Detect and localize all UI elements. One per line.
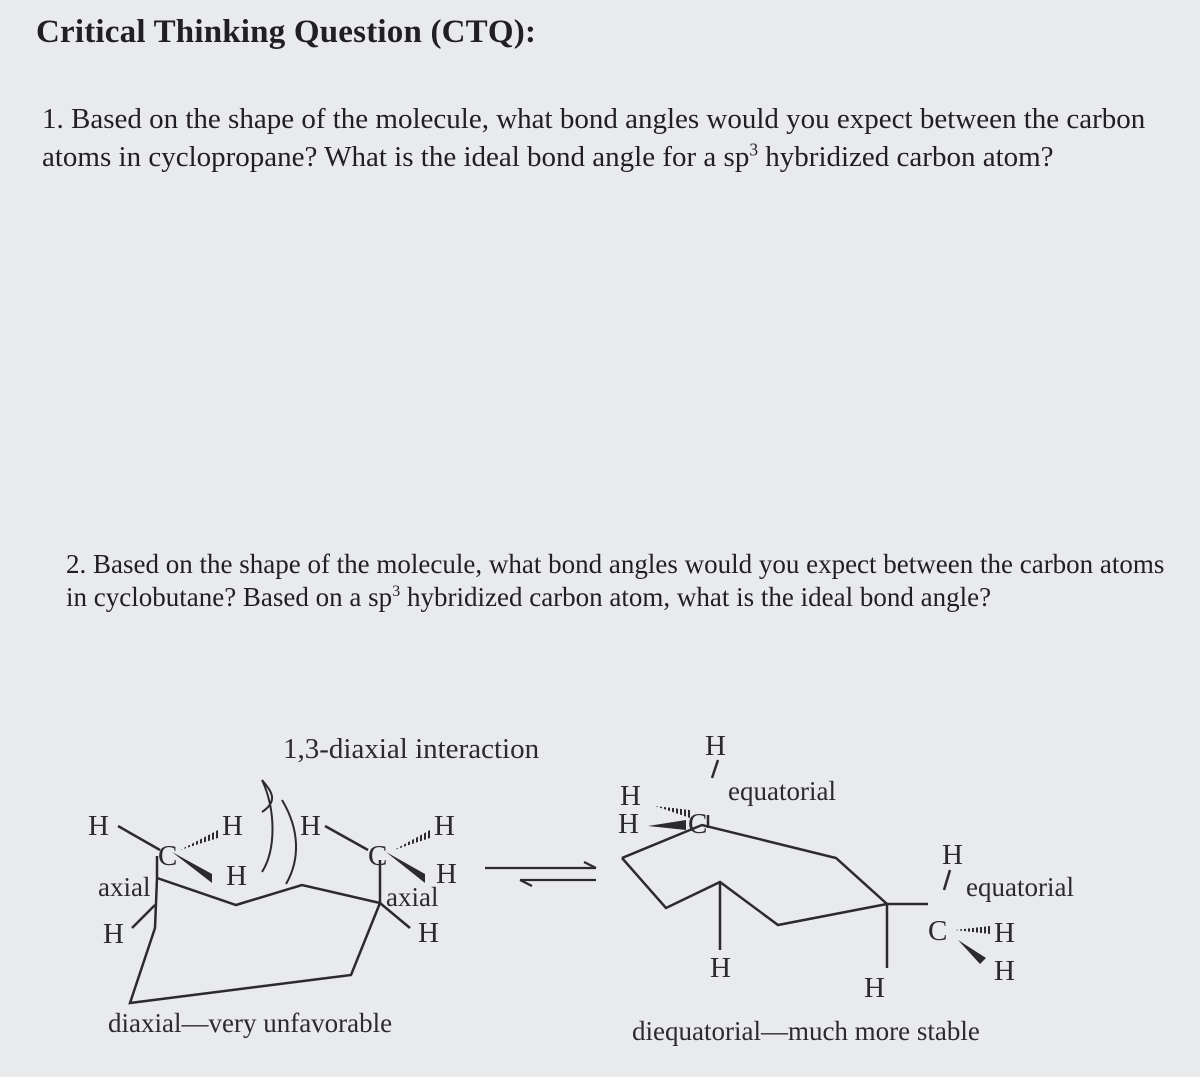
atom-c: C	[368, 840, 388, 872]
hashed-bond	[180, 830, 218, 850]
question-1-superscript: 3	[749, 139, 759, 160]
hashed-bond	[655, 806, 690, 818]
equatorial-label: equatorial	[728, 776, 836, 806]
diaxial-chair-structure	[118, 780, 410, 1003]
atom-c: C	[688, 808, 708, 840]
atom-h: H	[226, 860, 247, 892]
interaction-label: 1,3-diaxial interaction	[283, 733, 540, 765]
atom-h: H	[942, 839, 963, 871]
hashed-bond	[955, 926, 990, 934]
atom-h: H	[88, 810, 109, 842]
bond	[712, 760, 718, 778]
atom-h: H	[994, 955, 1015, 987]
bond	[944, 870, 950, 890]
bond	[118, 826, 160, 850]
bond	[325, 826, 368, 850]
atom-c: C	[928, 915, 948, 947]
cyclohexane-ring-right	[622, 825, 887, 925]
question-2-superscript: 3	[392, 582, 401, 600]
question-1-number: 1.	[42, 103, 64, 135]
bond	[132, 905, 155, 928]
interaction-arc	[262, 780, 273, 872]
section-heading: Critical Thinking Question (CTQ):	[36, 14, 537, 50]
wedge-bond	[386, 852, 425, 883]
atom-h: H	[434, 810, 455, 842]
question-2-text-end: hybridized carbon atom, what is the ideal bond angle?	[400, 582, 992, 612]
caption-diaxial: diaxial—very unfavorable	[108, 1008, 393, 1038]
question-1-text-end: hybridized carbon atom?	[758, 141, 1054, 173]
axial-label: axial	[386, 882, 439, 912]
atom-h: H	[103, 918, 124, 950]
atom-h: H	[620, 780, 641, 812]
atom-h: H	[418, 917, 439, 949]
wedge-bond	[958, 940, 986, 964]
atom-h: H	[618, 808, 639, 840]
cyclohexane-ring-left	[130, 878, 380, 1003]
question-1-text: Based on the shape of the molecule, what bond angles would you expect between the carbon atoms in cyclopropane? What is the ideal bond angle for a sp	[42, 103, 1146, 173]
atom-h: H	[436, 858, 457, 890]
wedge-bond	[648, 820, 686, 830]
question-2-text: Based on the shape of the molecule, what bond angles would you expect between the carbon atoms in cyclobutane? Based on a sp	[66, 549, 1165, 612]
question-2-number: 2.	[66, 549, 87, 579]
atom-h: H	[300, 810, 321, 842]
atom-h: H	[864, 972, 885, 1004]
axial-label: axial	[98, 872, 151, 902]
hashed-bond	[394, 830, 430, 850]
atom-h: H	[710, 952, 731, 984]
caption-diequatorial: diequatorial—much more stable	[632, 1016, 980, 1046]
atom-h: H	[705, 730, 726, 762]
equilibrium-arrows	[485, 862, 596, 886]
atom-h: H	[222, 810, 243, 842]
wedge-bond	[172, 852, 212, 883]
equatorial-label: equatorial	[966, 872, 1074, 902]
interaction-arc	[282, 800, 296, 884]
atom-c: C	[158, 840, 178, 872]
atom-h: H	[994, 917, 1015, 949]
